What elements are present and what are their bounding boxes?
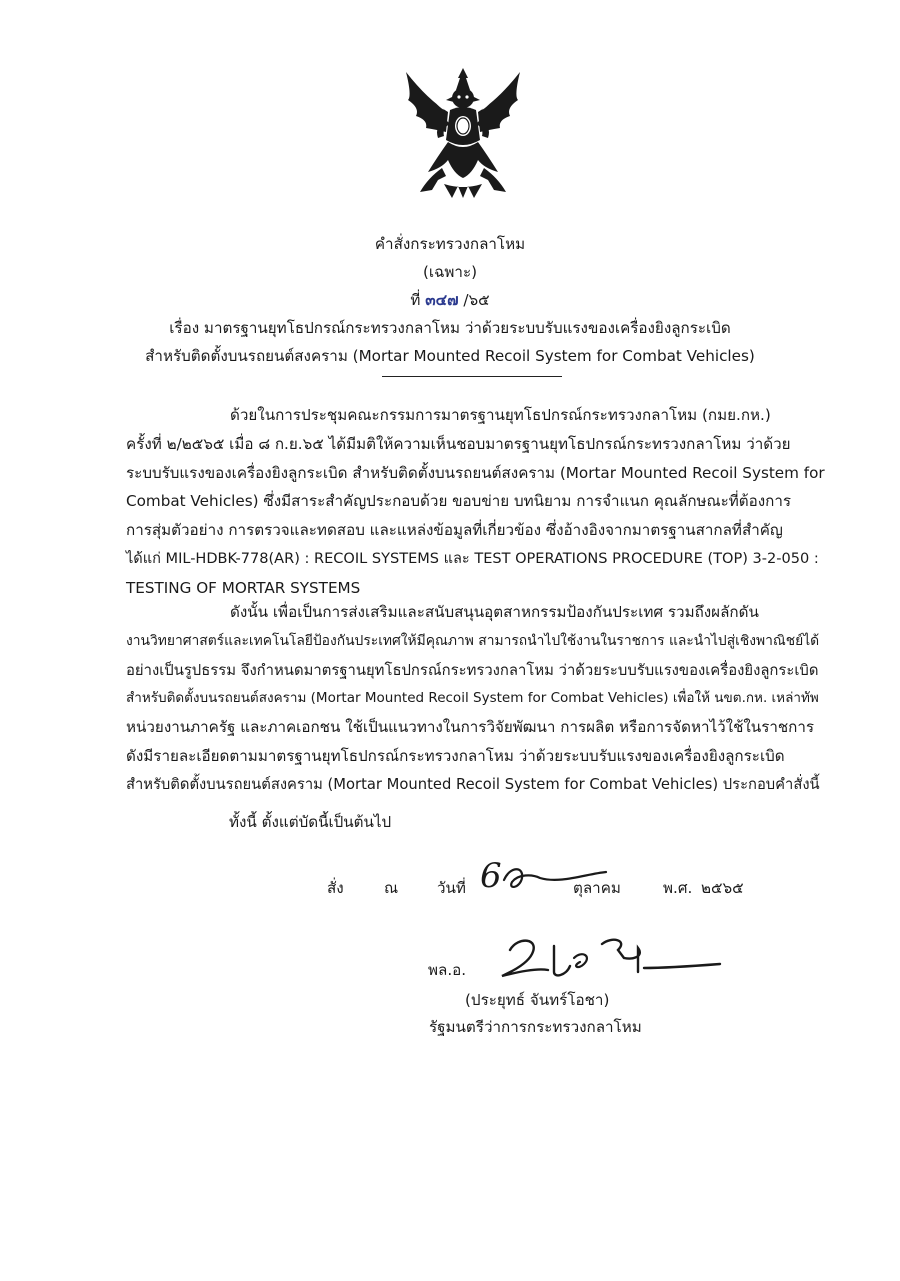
- paragraph-2-line: สำหรับติดตั้งบนรถยนต์สงคราม (Mortar Mounted Recoil System for Combat Vehicles) เพื่อให้ นขต.กห. เหล่าทัพ: [126, 690, 819, 707]
- paragraph-1: [126, 401, 826, 603]
- date-at-label: ณ: [384, 879, 399, 897]
- order-number-prefix: ที่: [410, 291, 421, 309]
- paragraph-1-line: Combat Vehicles) ซึ่งมีสาระสำคัญประกอบด้วย ขอบข่าย บทนิยาม การจำแนก คุณลักษณะที่ต้องการ: [126, 492, 792, 511]
- date-day-handwritten: 6: [480, 856, 502, 896]
- paragraph-1-line: ได้แก่ MIL-HDBK-778(AR) : RECOIL SYSTEMS และ TEST OPERATIONS PROCEDURE (TOP) 3-2-050 :: [126, 550, 819, 567]
- subject-line-2: สำหรับติดตั้งบนรถยนต์สงคราม (Mortar Mounted Recoil System for Combat Vehicles): [145, 347, 755, 365]
- paragraph-2: [126, 598, 826, 800]
- paragraph-1-line: ครั้งที่ ๒/๒๕๖๕ เมื่อ ๘ ก.ย.๖๕ ได้มีมติให้ความเห็นชอบมาตรฐานยุทโธปกรณ์กระทรวงกลาโหม ว่าด้วย: [126, 434, 791, 453]
- handwritten-signature: [488, 928, 728, 988]
- paragraph-1-line: ด้วยในการประชุมคณะกรรมการมาตรฐานยุทโธปกรณ์กระทรวงกลาโหม (กมย.กห.): [230, 406, 771, 424]
- date-era-label: พ.ศ.: [663, 879, 693, 897]
- paragraph-2-line: ดังนั้น เพื่อเป็นการส่งเสริมและสนับสนุนอุตสาหกรรมป้องกันประเทศ รวมถึงผลักดัน: [230, 603, 759, 621]
- garuda-emblem-icon: [398, 60, 528, 200]
- order-classification: (เฉพาะ): [422, 263, 478, 281]
- signatory-position: รัฐมนตรีว่าการกระทรวงกลาโหม: [429, 1018, 642, 1036]
- date-day-label: วันที่: [437, 879, 466, 897]
- paragraph-2-line: ดังมีรายละเอียดตามมาตรฐานยุทโธปกรณ์กระทรวงกลาโหม ว่าด้วยระบบรับแรงของเครื่องยิงลูกระเบิด: [126, 746, 785, 765]
- paragraph-3: ทั้งนี้ ตั้งแต่บัดนี้เป็นต้นไป: [229, 813, 392, 831]
- paragraph-2-line: งานวิทยาศาสตร์และเทคโนโลยีป้องกันประเทศให้มีคุณภาพ สามารถนำไปใช้งานในราชการ และนำไปสู่เชิงพาณิชย์ได้: [126, 632, 820, 649]
- date-ordered-label: สั่ง: [327, 879, 344, 897]
- order-number: [0, 288, 900, 312]
- order-number-value: ๓๔๗: [425, 291, 459, 309]
- header-divider: [382, 376, 562, 377]
- signatory-name: (ประยุทธ์ จันทร์โอชา): [465, 991, 610, 1009]
- subject-line-1: เรื่อง มาตรฐานยุทโธปกรณ์กระทรวงกลาโหม ว่าด้วยระบบรับแรงของเครื่องยิงลูกระเบิด: [169, 319, 731, 337]
- paragraph-1-line: TESTING OF MORTAR SYSTEMS: [126, 578, 361, 597]
- paragraph-1-line: การสุ่มตัวอย่าง การตรวจและทดสอบ และแหล่งข้อมูลที่เกี่ยวข้อง ซึ่งอ้างอิงจากมาตรฐานสากลที่สำคัญ: [126, 521, 783, 540]
- date-month: ตุลาคม: [573, 879, 621, 897]
- order-title: คำสั่งกระทรวงกลาโหม: [374, 235, 526, 253]
- order-number-year: /๖๕: [463, 291, 490, 309]
- paragraph-1-line: ระบบรับแรงของเครื่องยิงลูกระเบิด สำหรับติดตั้งบนรถยนต์สงคราม (Mortar Mounted Recoil System for: [126, 463, 825, 482]
- signatory-rank: พล.อ.: [428, 961, 467, 979]
- paragraph-2-line: หน่วยงานภาครัฐ และภาคเอกชน ใช้เป็นแนวทางในการวิจัยพัฒนา การผลิต หรือการจัดหาไว้ใช้ในราชการ: [126, 718, 815, 737]
- paragraph-2-line: อย่างเป็นรูปธรรม จึงกำหนดมาตรฐานยุทโธปกรณ์กระทรวงกลาโหม ว่าด้วยระบบรับแรงของเครื่องยิงลูกระเบิด: [126, 660, 819, 679]
- paragraph-2-line: สำหรับติดตั้งบนรถยนต์สงคราม (Mortar Mounted Recoil System for Combat Vehicles) ประกอบคำสั่งนี้: [126, 775, 820, 793]
- date-year: ๒๕๖๕: [701, 879, 744, 897]
